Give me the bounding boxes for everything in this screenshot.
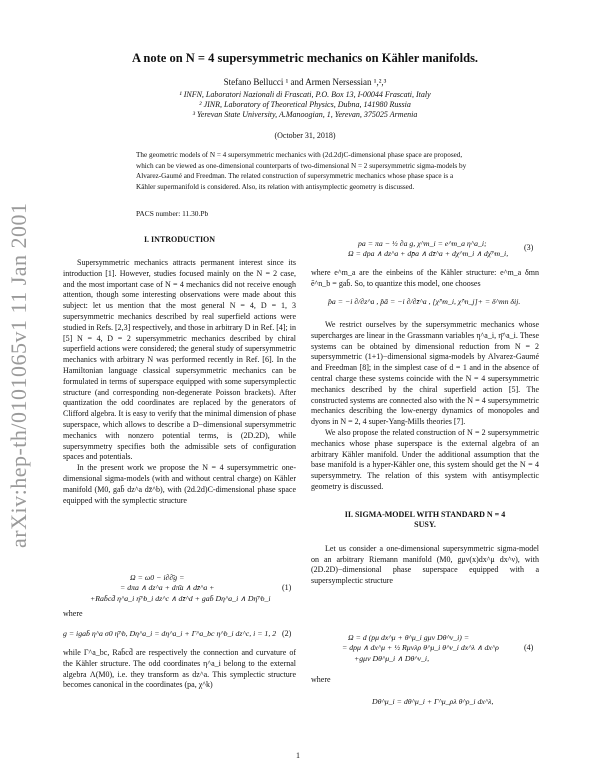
arxiv-sidebar-stamp: arXiv:hep-th/0101065v1 11 Jan 2001 xyxy=(6,202,31,548)
affiliation-3: ³ Yerevan State University, A.Manoogian, 1, Yerevan, 375025 Armenia xyxy=(192,110,418,119)
right-column-text-1 xyxy=(311,268,539,290)
left-column xyxy=(63,235,296,506)
page-number: 1 xyxy=(296,751,300,760)
where-label-1: where xyxy=(63,609,83,618)
equation-2-number: (2) xyxy=(282,629,292,638)
equation-2: g = igab̄ η^a σ0 η̄^b, Dη^a_i = dη^a_i + Γ^a_bc η^b_i dz^c, i = 1, 2 xyxy=(63,629,277,638)
equation-1-number: (1) xyxy=(282,583,292,592)
paper-title: A note on N = 4 supersymmetric mechanics on Kähler manifolds. xyxy=(131,51,479,65)
equation-1: Ω = ω0 − i∂∂̄g = = dπa ∧ dz^a + dπ̄a ∧ dz̄^a + +Rab̄cd̄ η^a_i η̄^b_i dz^c ∧ dz̄^d + gab̄ Dη^a_i ∧ Dη̄^b_i xyxy=(90,573,271,603)
section-heading-sigma-model: II. SIGMA-MODEL WITH STANDARD N = 4 SUSY. xyxy=(344,509,506,529)
section-heading-introduction: I. INTRODUCTION xyxy=(143,235,216,244)
intro-paragraph-3: while Γ^a_bc, Rab̄cd̄ are respectively the connection and curvature of the Kähler structure. The odd coordinates η^a_i belong to the external algebra Λ(M0), i.e. they transform as dz^a. This symplectic structure becomes canonical in the coordinates (pa, χ^k) xyxy=(63,648,296,690)
affiliation-2: ² JINR, Laboratory of Theoretical Physics, Dubna, 141980 Russia xyxy=(199,100,411,109)
quantization-equation: p̂a = −i ∂/∂z^a , p̂ā = −i ∂/∂z̄^a , [χ̂^m_i, χ̂^n_j]+ = δ^mn δij. xyxy=(328,297,521,306)
related-construction-paragraph: We also propose the related construction of N = 2 supersymmetric mechanics whose phase superspace is the external algebra of an arbitrary Kähler manifold. Under the additional assumption that the base manifold is a hyper-Kähler one, this system should get the N = 4 supersymmetry. The relation of this system with antisymplectic geometry is discussed. xyxy=(311,427,539,491)
sigma-model-paragraph: Let us consider a one-dimensional supersymmetric sigma-model on an arbitrary Riemann manifold (M0, gμν(x)dx^μ dx^ν), with (2D.2D)−dimensional phase superspace equipped with a supersymplectic structure xyxy=(311,543,539,586)
where-label-2: where xyxy=(311,675,331,684)
affiliation-1: ¹ INFN, Laboratori Nazionali di Frascati, P.O. Box 13, I-00044 Frascati, Italy xyxy=(179,90,431,99)
intro-paragraph-1: Supersymmetric mechanics attracts permanent interest since its introduction [1]. However, studies focused mainly on the N = 2 case, and the most important case of N = 4 mechanics did not receive enough attention, though some interesting observations were made about this subject: let us mention that the most general N = 4, D = 1, 3 supersymmetric mechanics described by real superfield actions were studied in Refs. [2,3] respectively, and those in arbitrary D in Ref. [4]; in [5] N = 4, D = 2 supersymmetric mechanics described by chiral superfield actions were considered; the general study of supersymmetric mechanics with arbitrary N was performed recently in Ref. [6]. In the Hamiltonian language classical supersymmetric mechanics can be formulated in terms of superspace equipped with some supersymplectic structure (and corresponding non-degenerate Poisson brackets). After quantization the odd coordinates are replaced by the generators of Clifford algebra. It is easy to verify that the minimal dimension of phase superspace, which allows to describe a D−dimensional supersymmetric mechanics with nonzero potential terms, is (2D.2D), while supersymmetry specifies both the admissible sets of configuration spaces and potentials. xyxy=(63,258,296,462)
right-column-text-2 xyxy=(311,320,539,587)
equation-4-number: (4) xyxy=(524,643,534,652)
abstract: The geometric models of N = 4 supersymmetric mechanics with (2d.2d)C-dimensional phase space are proposed, which can be viewed as one-dimensional counterparts of two-dimensional N = 2 supersymmetric sigma-models by Alvarez-Gaumé and Freedman. The related construction of supersymmetric mechanics whose phase space is a Kähler supermanifold is considered. Also, its relation with antisymplectic geometry is discussed. xyxy=(136,151,467,191)
equation-3: pa = πa − ½ ∂a g, χ^m_i = e^m_a η^a_i; Ω = dpa ∧ dz^a + dp̄a ∧ dz̄^a + dχ^m_i ∧ dχ̄^m_i, xyxy=(348,239,509,259)
intro-paragraph-2: In the present work we propose the N = 4 supersymmetric one-dimensional sigma-models (with and without central charge) on Kähler manifold (M0, gab̄ dz^a dz̄^b), with (2d.2d)C-dimensional phase space equipped with the symplectic structure xyxy=(63,463,296,505)
author-list: Stefano Bellucci ¹ and Armen Nersessian ¹,²,³ xyxy=(223,77,387,87)
equation-3-number: (3) xyxy=(524,243,534,252)
restriction-paragraph: We restrict ourselves by the supersymmetric mechanics whose supercharges are linear in the Grassmann variables η^a_i, η̄^a_i. These systems can be obtained by dimensional reduction from N = 2 supersymmetric (1+1)−dimensional sigma-models by Alvarez-Gaumé and Freedman [8]; in the simplest case of d = 1 and in the absence of central charge these systems coincide with the N = 4 supersymmetric mechanics described by the chiral superfield action [5]. The constructed systems are connected also with the N = 4 supersymmetric mechanics describing the low-energy dynamics of monopoles and dyons in N = 2, 4 super-Yang-Mills theories [7]. xyxy=(311,320,539,427)
equation-5: Dθ^μ_i = dθ^μ_i + Γ^μ_ρλ θ^ρ_i dx^λ, xyxy=(372,697,494,706)
left-column-continued xyxy=(63,648,296,691)
pacs-number: PACS number: 11.30.Pb xyxy=(136,209,209,218)
paper-date: (October 31, 2018) xyxy=(274,131,336,140)
equation-4: Ω = d (pμ dx^μ + θ^μ_i gμν Dθ^ν_i) = = dpμ ∧ dx^μ + ½ Rμνλρ θ^μ_i θ^ν_i dx^λ ∧ dx^ρ +gμν Dθ^μ_i ∧ Dθ^ν_i, xyxy=(342,633,499,663)
einbein-paragraph: where e^m_a are the einbeins of the Kähler structure: e^m_a δmn ē^n_b = gab̄. So, to quantize this model, one chooses xyxy=(311,268,539,288)
